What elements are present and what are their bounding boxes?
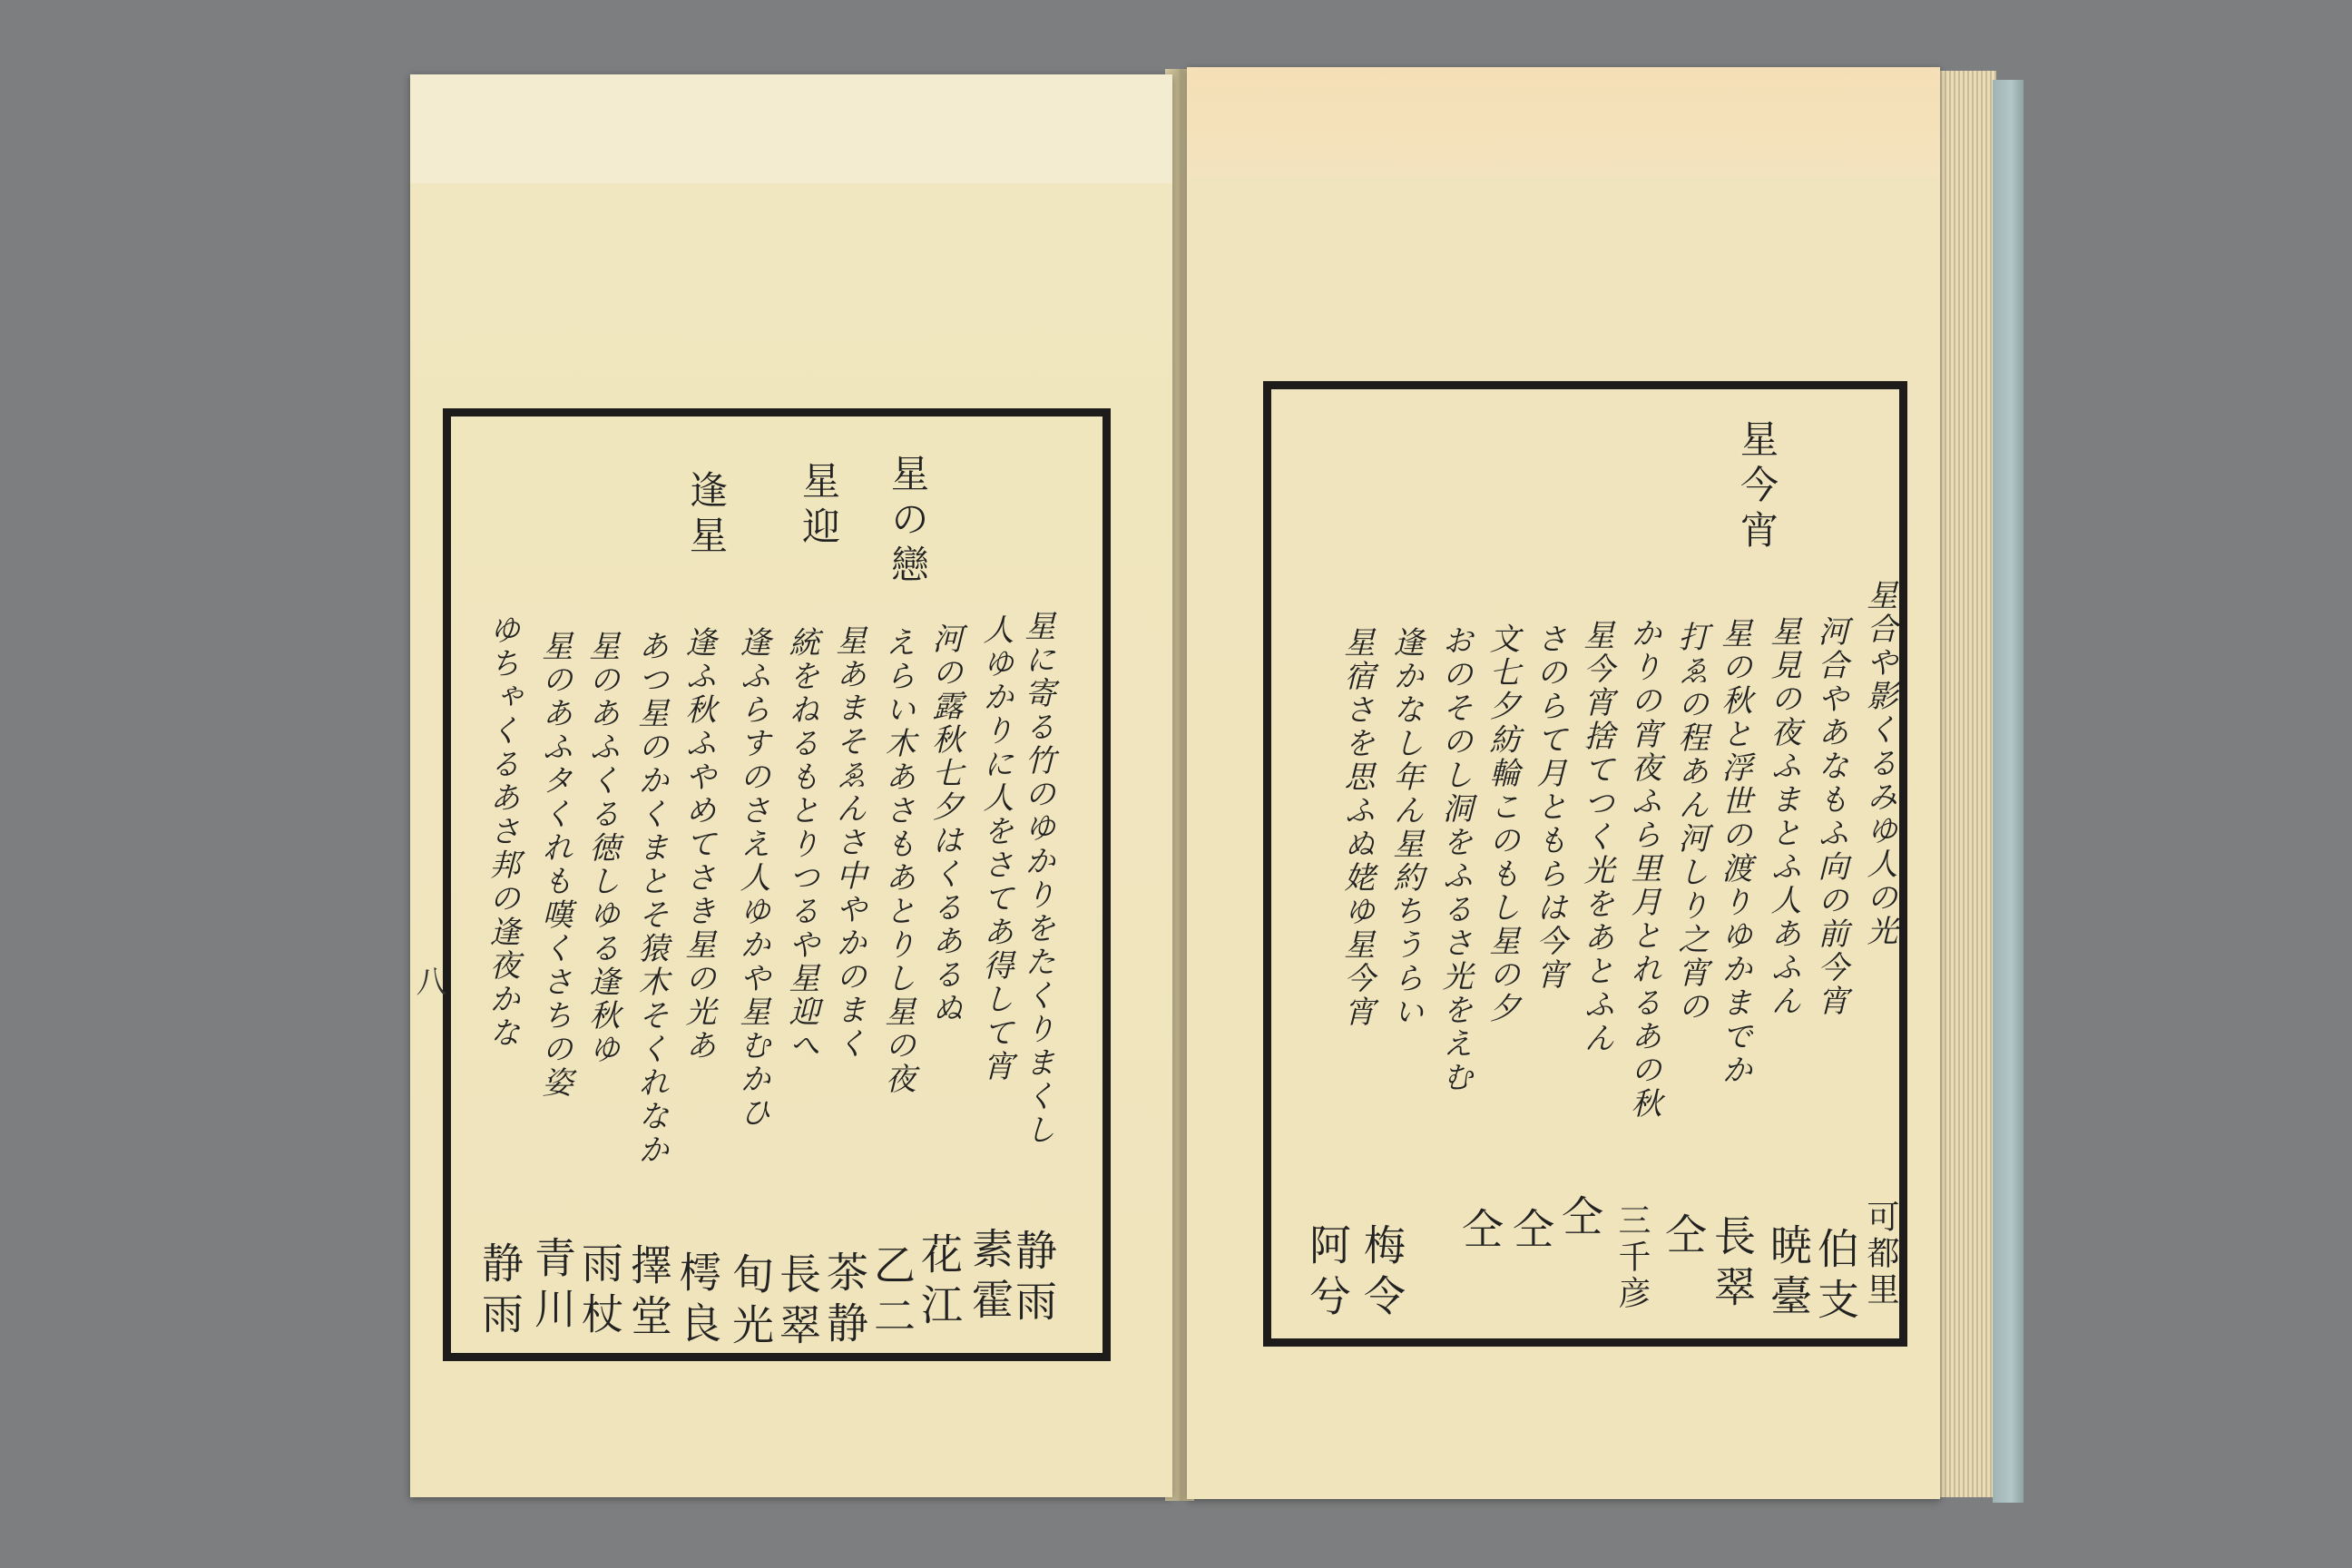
right-poem-12: 星宿さを思ふぬ姥ゆ星今宵 xyxy=(1338,626,1375,1029)
right-poem-1: 星合や影くるみゆ人の光 xyxy=(1861,579,1897,948)
right-author-7: 仝 xyxy=(1555,1194,1604,1245)
right-poem-10: おのそのし洞をふるさ光をえむ xyxy=(1436,624,1473,1094)
left-author-12: 静雨 xyxy=(475,1241,524,1343)
right-poem-2: 河合やあなもふ向の前今宵 xyxy=(1812,615,1848,1018)
left-poem-12: ゆちゃくるあさ邦の逢夜かな xyxy=(484,613,520,1050)
left-poem-8: 逢ふ秋ふやめてさき星の光あ xyxy=(680,626,716,1063)
right-author-6: 三千彦 xyxy=(1613,1203,1651,1312)
right-author-1: 可都里 xyxy=(1862,1200,1899,1308)
left-poem-3: 河の露秋七夕はくるあるぬ xyxy=(926,622,963,1025)
right-author-9: 仝 xyxy=(1455,1207,1504,1258)
right-poem-11: 逢かなし年ん星約ちうらい xyxy=(1387,626,1424,1029)
right-author-5: 仝 xyxy=(1659,1212,1708,1263)
right-author-2: 伯支 xyxy=(1811,1227,1860,1328)
left-poem-7: 逢ふらすのさえ人ゆかや星むかひ xyxy=(734,626,770,1130)
right-poem-9: 文七夕紡輪このもし星の夕 xyxy=(1484,622,1520,1025)
left-poem-5: 星あまそゑんさ中やかのまく xyxy=(830,624,867,1061)
right-author-3: 暁臺 xyxy=(1764,1223,1813,1325)
left-poem-9: あつ星のかくまとそ猿木そくれなか xyxy=(632,630,669,1167)
right-title: 星今宵 xyxy=(1735,419,1779,555)
left-page-number: 八 xyxy=(410,965,446,996)
right-poem-6: かりの宵夜ふら里月とれるあの秋 xyxy=(1625,617,1661,1121)
book-fore-edge xyxy=(1933,71,1996,1497)
left-poem-2: 人ゆかりに人をさてあ得して宵 xyxy=(977,613,1014,1083)
left-poem-4: えらい木あさもあとりし星の夜 xyxy=(879,626,916,1096)
right-poem-4: 星の秋と浮世の渡りゆかまでか xyxy=(1716,617,1752,1087)
left-author-9: 擇堂 xyxy=(624,1243,673,1345)
left-poem-10: 星のあふくる徳しゆる逢秋ゆ xyxy=(583,630,620,1066)
left-author-3: 花江 xyxy=(915,1232,964,1334)
left-title-1: 星の戀 xyxy=(886,454,930,590)
left-poem-11: 星のあふタくれも嘆くさちの姿 xyxy=(536,630,573,1100)
left-author-6: 長翠 xyxy=(773,1252,822,1354)
left-author-10: 雨杖 xyxy=(575,1241,624,1343)
left-title-2: 星迎 xyxy=(797,461,841,552)
right-author-4: 長翠 xyxy=(1708,1214,1757,1316)
left-poem-1: 星に寄る竹のゆかりをたくりまくし xyxy=(1019,610,1055,1147)
right-poem-7: 星今宵捨てつく光をあとふん xyxy=(1578,619,1614,1055)
left-author-8: 樗良 xyxy=(673,1250,722,1352)
left-author-11: 青川 xyxy=(528,1236,577,1338)
right-poem-3: 星見の夜ふまとふ人あふん xyxy=(1765,615,1801,1018)
left-author-5: 茶静 xyxy=(820,1250,869,1352)
right-poem-5: 打ゑの程あん河しり之宵の xyxy=(1672,621,1709,1024)
right-poem-8: さのらて月ともらは今宵 xyxy=(1531,622,1567,992)
right-author-11: 阿兮 xyxy=(1303,1223,1352,1325)
left-author-7: 旬光 xyxy=(726,1252,775,1354)
left-poem-6: 統をねるもとりつるや星迎へ xyxy=(783,626,819,1063)
left-title-3: 逢星 xyxy=(684,470,729,561)
left-author-4: 乙二 xyxy=(867,1243,916,1345)
right-author-8: 仝 xyxy=(1506,1207,1555,1258)
book-cover-edge xyxy=(1993,80,2024,1503)
left-author-2: 素霍 xyxy=(965,1227,1014,1328)
left-author-1: 静雨 xyxy=(1009,1229,1058,1330)
right-author-10: 梅令 xyxy=(1357,1223,1406,1325)
